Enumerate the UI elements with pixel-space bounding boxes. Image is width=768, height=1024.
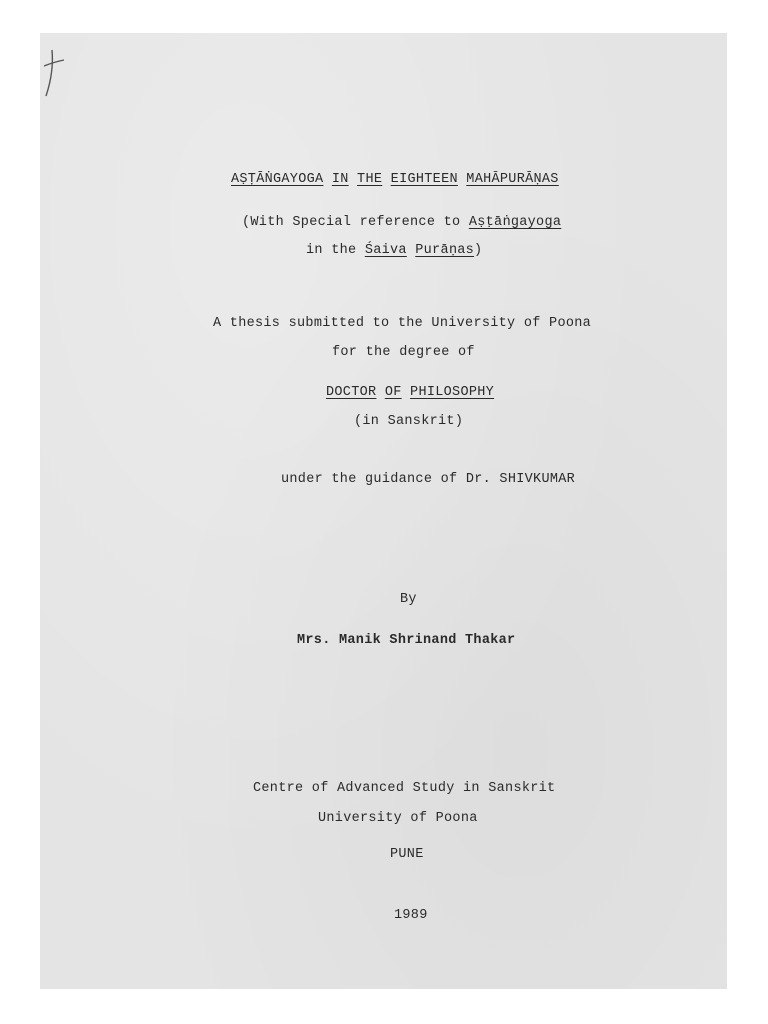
subtitle-line-2 [0, 243, 768, 258]
thesis-statement-line-1: A thesis submitted to the University of Poona [213, 316, 592, 331]
title-word: EIGHTEEN [390, 172, 458, 187]
title-word: IN [331, 172, 349, 187]
title-word: THE [357, 172, 383, 187]
handwritten-mark [40, 46, 80, 106]
thesis-statement-line-2: for the degree of [332, 345, 475, 360]
subtitle-term: Aṣṭāṅgayoga [468, 215, 562, 230]
institution-line-1: Centre of Advanced Study in Sanskrit [253, 781, 556, 796]
subtitle-line-1 [0, 215, 768, 230]
degree-name [0, 385, 768, 400]
degree-word: PHILOSOPHY [410, 385, 495, 400]
author-name: Mrs. Manik Shrinand Thakar [297, 633, 516, 648]
degree-word: DOCTOR [326, 385, 377, 400]
subtitle-term: Purāṇas [415, 243, 475, 258]
subtitle-term: Śaiva [364, 243, 407, 258]
thesis-title [0, 172, 768, 187]
year: 1989 [394, 908, 428, 923]
by-label: By [400, 592, 417, 607]
title-word: MAHĀPURĀṆAS [466, 172, 559, 187]
subtitle-text: ) [474, 243, 483, 258]
degree-subject: (in Sanskrit) [354, 414, 464, 429]
city-name: PUNE [390, 847, 424, 862]
subtitle-text: (With Special reference to [242, 215, 469, 230]
title-word: AṢṬĀṄGAYOGA [231, 172, 324, 187]
guidance-line: under the guidance of Dr. SHIVKUMAR [281, 472, 576, 487]
degree-word: OF [384, 385, 402, 400]
subtitle-text: in the [306, 243, 365, 258]
institution-line-2: University of Poona [318, 811, 478, 826]
